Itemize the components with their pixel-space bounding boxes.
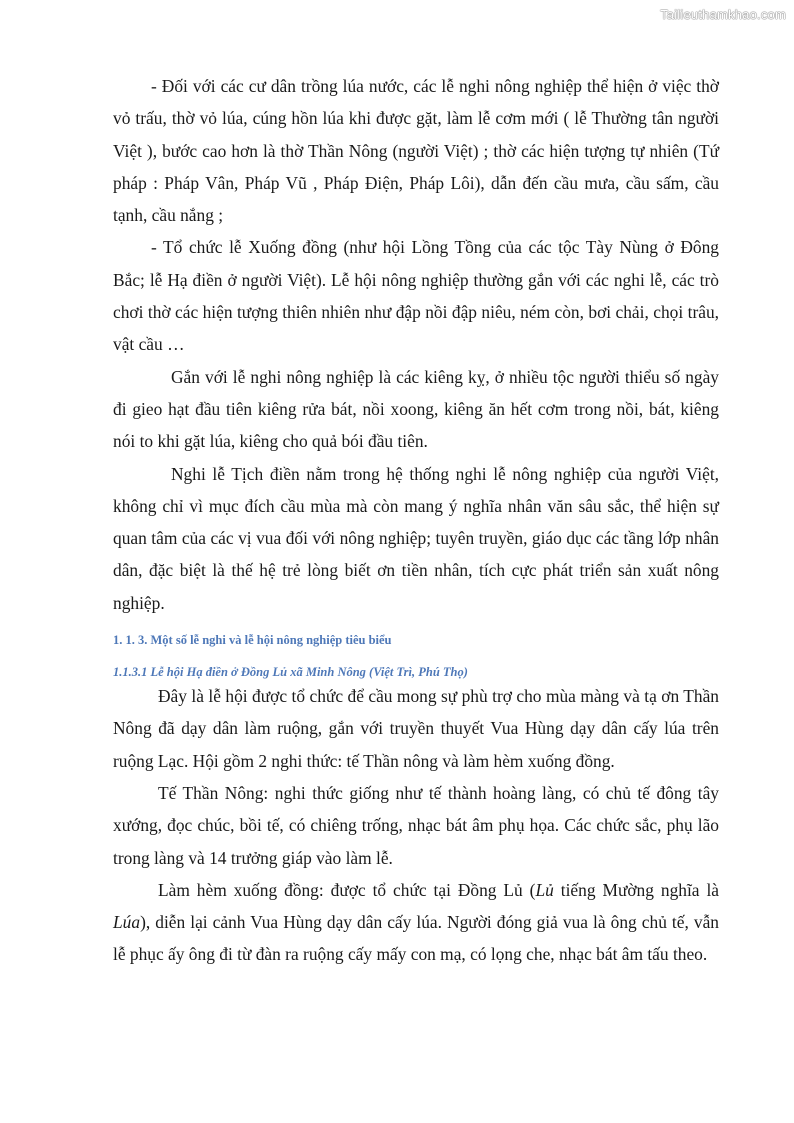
paragraph-te-than-nong: Tế Thần Nông: nghi thức giống như tế thành hoàng làng, có chủ tế đông tây xướng, đọc chúc, bồi tế, có chiêng trống, nhạc bát âm phụ họa. Các chức sắc, phụ lão trong làng và 14 trưởng giáp vào làm lễ.	[113, 782, 719, 868]
lam-hem-text-1: Làm hèm xuống đồng: được tổ chức tại Đồng Lủ (	[158, 879, 536, 900]
lam-hem-text-3: ), diễn lại cảnh Vua Hùng dạy dân cấy lúa. Người đóng giả vua là ông chủ tế, vẫn lễ phục ấy ông đi từ đàn ra ruộng cấy mấy con mạ, có lọng che, nhạc bát âm tấu theo.	[113, 912, 719, 965]
lam-hem-italic-lua: Lúa	[113, 912, 141, 933]
paragraph-xuong-dong: - Tổ chức lễ Xuống đồng (như hội Lồng Tồng của các tộc Tày Nùng ở Đông Bắc; lễ Hạ điền ở người Việt). Lễ hội nông nghiệp thường gắn với các nghi lễ, các trò chơi thờ các hiện tượng thiên nhiên như đập nồi đập niêu, ném còn, bơi chải, chọi trâu, vật cầu …	[113, 237, 719, 355]
lam-hem-text-2: tiếng Mường nghĩa là	[553, 879, 720, 900]
subsection-heading: 1.1.3.1 Lễ hội Hạ điền ở Đồng Lủ xã Minh Nông (Việt Trì, Phú Thọ)	[113, 665, 468, 680]
watermark-text: Tailieuthamkhao.com	[660, 7, 786, 22]
section-heading: 1. 1. 3. Một số lễ nghi và lễ hội nông nghiệp tiêu biểu	[113, 633, 392, 648]
lam-hem-italic-lu: Lủ	[535, 879, 554, 900]
paragraph-taboos: Gắn với lễ nghi nông nghiệp là các kiêng kỵ, ở nhiều tộc người thiểu số ngày đi gieo hạt đầu tiên kiêng rửa bát, nồi xoong, kiêng ăn hết cơm trong nồi, bát, kiêng nói to khi gặt lúa, kiêng cho quả bói đầu tiên.	[113, 366, 719, 452]
paragraph-lam-hem	[113, 874, 719, 971]
paragraph-ha-dien-intro: Đây là lễ hội được tổ chức để cầu mong sự phù trợ cho mùa màng và tạ ơn Thần Nông đã dạy dân làm ruộng, gắn với truyền thuyết Vua Hùng dạy dân cấy lúa trên ruộng Lạc. Hội gồm 2 nghi thức: tế Thần nông và làm hèm xuống đồng.	[113, 686, 719, 771]
paragraph-tich-dien: Nghi lễ Tịch điền nằm trong hệ thống nghi lễ nông nghiệp của người Việt, không chỉ vì mục đích cầu mùa mà còn mang ý nghĩa nhân văn sâu sắc, thể hiện sự quan tâm của các vị vua đối với nông nghiệp; tuyên truyền, giáo dục các tầng lớp nhân dân, đặc biệt là thế hệ trẻ lòng biết ơn tiền nhân, tích cực phát triển sản xuất nông nghiệp.	[113, 463, 719, 613]
document-body	[113, 70, 719, 971]
paragraph-rituals: - Đối với các cư dân trồng lúa nước, các lễ nghi nông nghiệp thể hiện ở việc thờ vỏ trấu, thờ vỏ lúa, cúng hồn lúa khi được gặt, làm lễ cơm mới ( lễ Thường tân người Việt ), bước cao hơn là thờ Thần Nông (người Việt) ; thờ các hiện tượng tự nhiên (Tứ pháp : Pháp Vân, Pháp Vũ , Pháp Điện, Pháp Lôi), dẫn đến cầu mưa, cầu sấm, cầu tạnh, cầu nắng ;	[113, 76, 719, 226]
